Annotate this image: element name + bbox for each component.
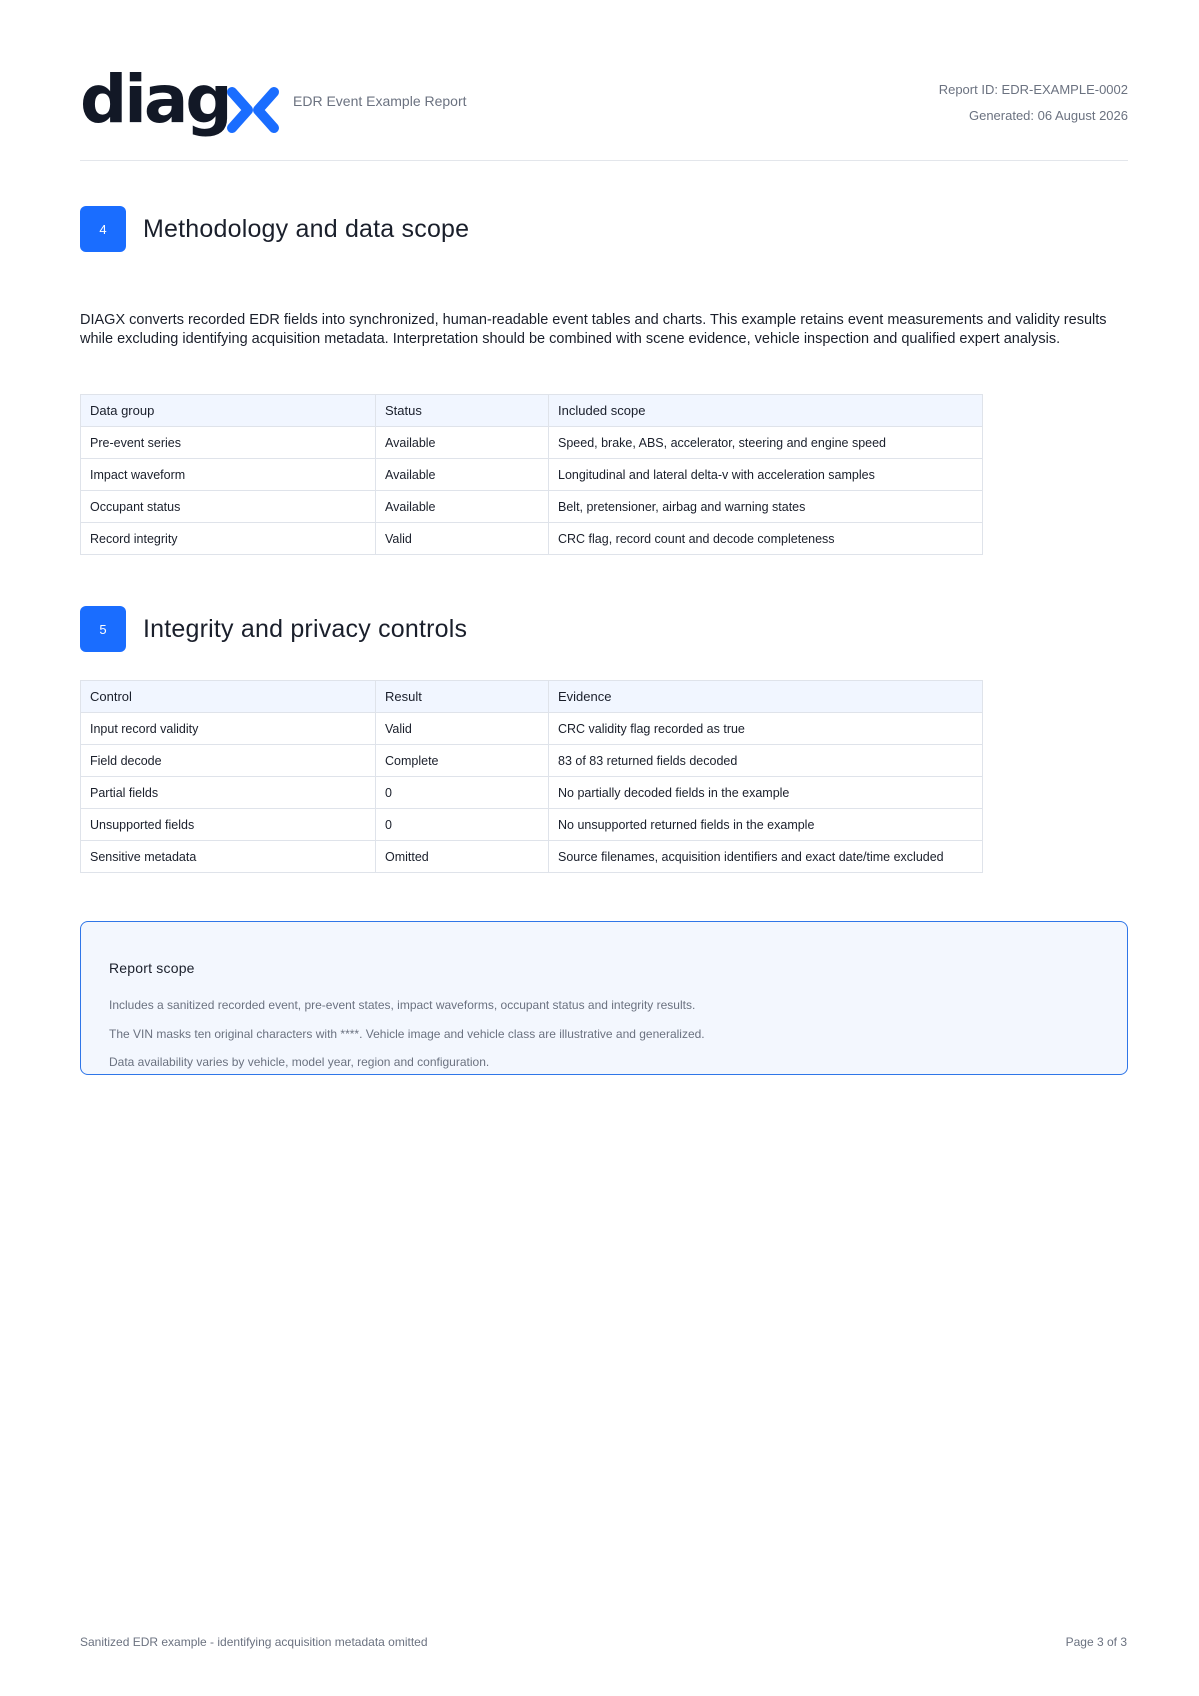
table-cell: Valid [376,523,549,555]
table-cell: Input record validity [81,713,376,745]
table-cell: Field decode [81,745,376,777]
table-cell: Unsupported fields [81,809,376,841]
table-cell: Record integrity [81,523,376,555]
table-cell: Partial fields [81,777,376,809]
column-header: Status [376,395,549,427]
column-header: Result [376,681,549,713]
table-cell: Available [376,491,549,523]
section-4-heading [80,206,469,252]
table-cell: Impact waveform [81,459,376,491]
table-row [81,745,983,777]
column-header: Included scope [549,395,983,427]
report-meta [939,77,1128,129]
data-scope-table [80,394,983,555]
diagx-logo [80,70,280,146]
table-header-row [81,681,983,713]
table-cell: 0 [376,809,549,841]
section-title: Methodology and data scope [143,214,470,243]
table-cell: Speed, brake, ABS, accelerator, steering and engine speed [549,427,983,459]
column-header: Control [81,681,376,713]
column-header: Evidence [549,681,983,713]
generated-date: Generated: 06 August 2026 [968,108,1128,123]
scope-line: The VIN masks ten original characters with ****. Vehicle image and vehicle class are illustrative and generalized. [109,1027,705,1041]
table-cell: Belt, pretensioner, airbag and warning states [549,491,983,523]
table-row [81,809,983,841]
table-cell: Complete [376,745,549,777]
scope-line: Data availability varies by vehicle, model year, region and configuration. [109,1055,490,1069]
section-5-heading [80,606,467,652]
svg-text:diag: diag [80,70,230,138]
table-row [81,427,983,459]
table-cell: Longitudinal and lateral delta-v with acceleration samples [549,459,983,491]
table-cell: 0 [376,777,549,809]
table-cell: 83 of 83 returned fields decoded [549,745,983,777]
table-row [81,777,983,809]
table-cell: Sensitive metadata [81,841,376,873]
table-row [81,713,983,745]
report-id: Report ID: EDR-EXAMPLE-0002 [938,82,1128,97]
methodology-paragraph: DIAGX converts recorded EDR fields into synchronized, human-readable event tables and charts. This example retains event measurements and validity results while excluding identifying acquisition metadata. Interpretation should be combined with scene evidence, vehicle inspection and qualified expert analysis. [80,312,1107,347]
integrity-controls-table [80,680,983,873]
table-row [81,459,983,491]
header-divider [80,160,1128,161]
section-number-badge: 5 [80,606,126,652]
document-title: EDR Event Example Report [293,93,467,109]
table-cell: Source filenames, acquisition identifiers and exact date/time excluded [549,841,983,873]
column-header: Data group [81,395,376,427]
table-cell: Available [376,427,549,459]
table-row [81,841,983,873]
report-scope-box [80,921,1128,1075]
report-header [80,70,1128,160]
footer-note: Sanitized EDR example - identifying acquisition metadata omitted [80,1635,428,1649]
table-cell: No unsupported returned fields in the example [549,809,983,841]
scope-title: Report scope [109,960,195,976]
table-row [81,491,983,523]
section-title: Integrity and privacy controls [143,614,468,643]
scope-line: Includes a sanitized recorded event, pre-event states, impact waveforms, occupant status and integrity results. [109,998,696,1012]
table-cell: Pre-event series [81,427,376,459]
table-cell: CRC validity flag recorded as true [549,713,983,745]
table-cell: Occupant status [81,491,376,523]
table-row [81,523,983,555]
table-cell: Omitted [376,841,549,873]
section-number-badge: 4 [80,206,126,252]
table-cell: Available [376,459,549,491]
table-header-row [81,395,983,427]
table-cell: No partially decoded fields in the example [549,777,983,809]
table-cell: Valid [376,713,549,745]
table-cell: CRC flag, record count and decode completeness [549,523,983,555]
page-number: Page 3 of 3 [1065,1635,1127,1649]
